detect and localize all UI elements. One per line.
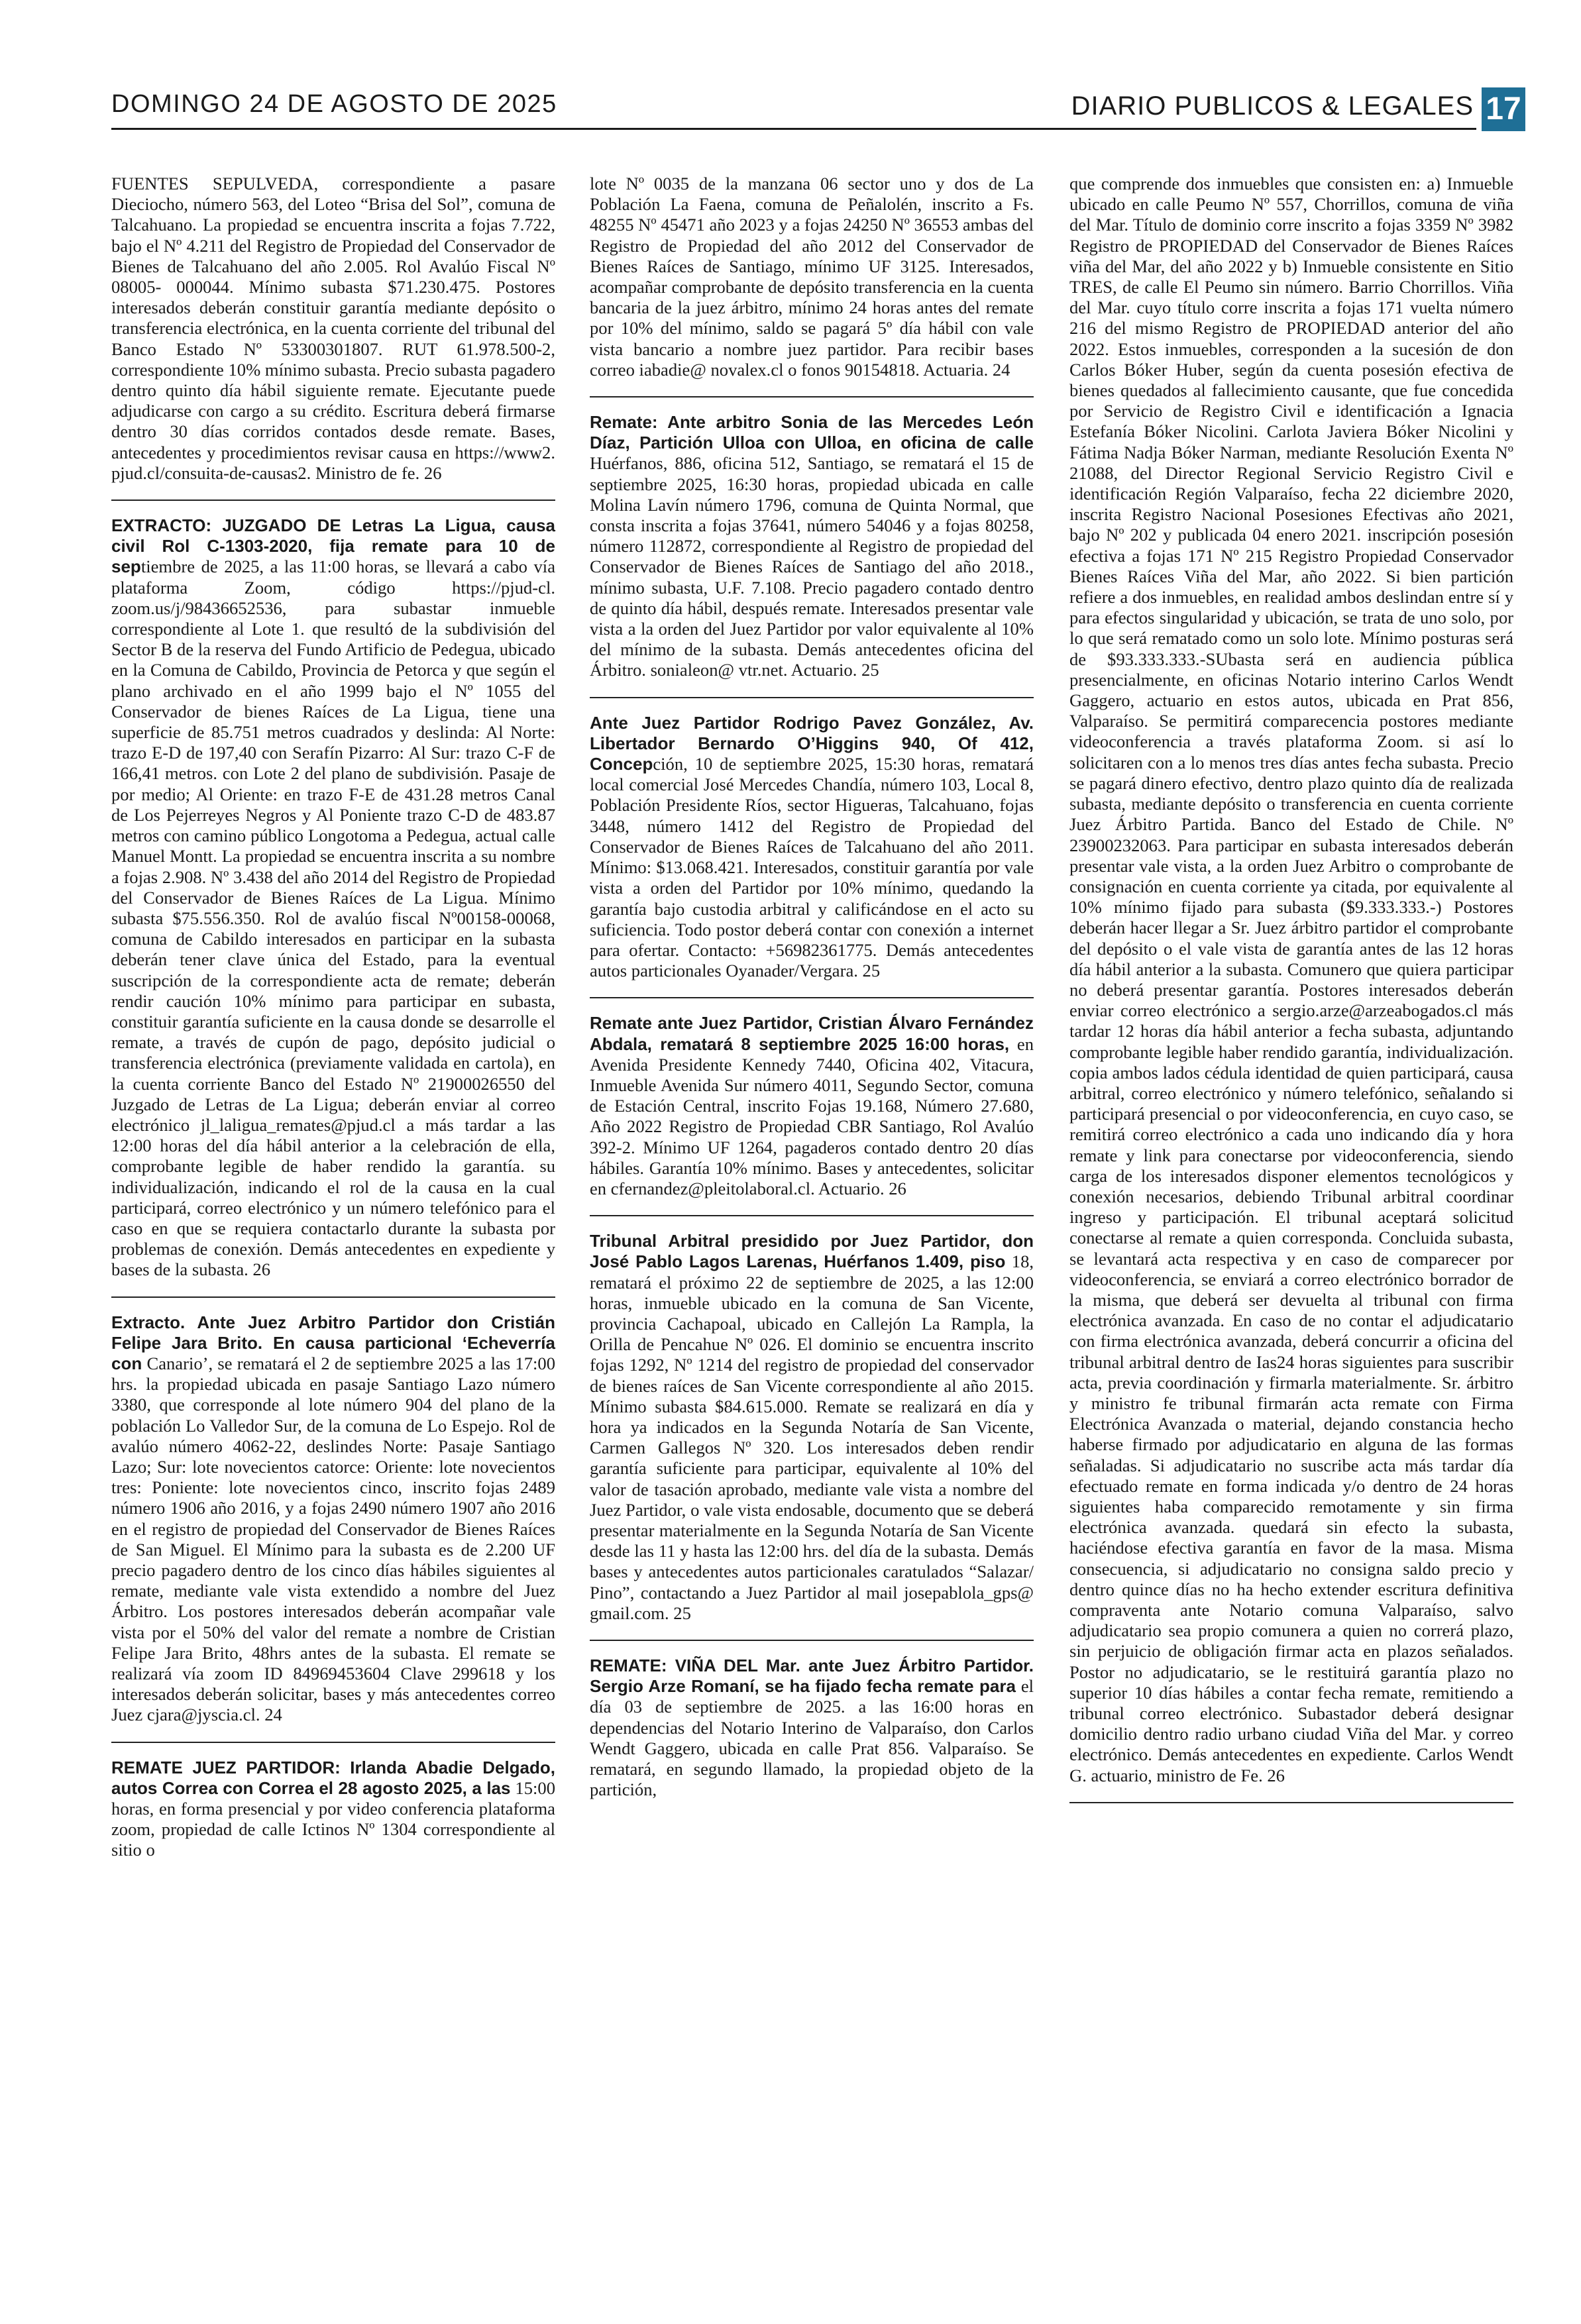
notice-text: lote Nº 0035 de la manzana 06 sector uno y dos de La Población La Faena, comuna de Peñalolén, inscrito a Fs. 48255 Nº 45471 año 2023 y a fojas 24250 Nº 36553 ambas del Registro de Propiedad del año 2012 del Conservador de Bienes Raíces de Santiago, mínimo UF 3125. Interesados, acompañar comprobante de depósito transferencia en la cuenta bancaria de la juez árbitro, mínimo 24 horas antes del remate por 10% del mínimo, saldo se pagará 5º día hábil con vale vista bancario a nombre juez partidor. Para recibir bases correo iabadie@ novalex.cl o fonos 90154818. Actuaria. 24 bbox=[590, 174, 1034, 380]
notice-2-4 bbox=[590, 1013, 1034, 1199]
notice-2-1 bbox=[590, 174, 1034, 380]
notice-lead: Ante Juez Partidor Rodrigo Pavez González, Av. Libertador Bernardo O’Higgins 940, Of 412, Concep bbox=[590, 712, 1034, 774]
notice-2-2 bbox=[590, 412, 1034, 681]
notice-text: ción, 10 de septiembre 2025, 15:30 horas, rematará local comercial José Mercedes Chandía, número 103, Local 8, Población Presidente Ríos, sector Higueras, Talcahuano, fojas 3448, número 1412 del Registro de Propiedad del Conservador de Bienes Raíces de Talcahuano del año 2011. Mínimo: $13.068.421. Interesados, constituir garantía por vale vista a orden del Partidor por 10% mínimo, quedando la garantía bajo custodia arbitral y calificándose en el acto su suficiencia. Todo postor deberá contar con conexión a internet para ofertar. Contacto: +56982361775. Demás antecedentes autos particionales Oyanader/Vergara. 25 bbox=[590, 754, 1034, 981]
notice-lead: REMATE: VIÑA DEL Mar. ante Juez Árbitro Partidor. Sergio Arze Romaní, se ha fijado fecha remate para bbox=[590, 1656, 1034, 1697]
notice-1-1 bbox=[111, 174, 555, 484]
column-1 bbox=[111, 174, 555, 1877]
notice-lead: REMATE JUEZ PARTIDOR: Irlanda Abadie Delgado, autos Correa con Correa el 28 agosto 2025, a las bbox=[111, 1757, 555, 1798]
notice-2-3 bbox=[590, 713, 1034, 982]
notice-1-3 bbox=[111, 1312, 555, 1726]
notice-2-5 bbox=[590, 1231, 1034, 1624]
notice-lead: Remate ante Juez Partidor, Cristian Álvaro Fernández Abdala, rematará 8 septiembre 2025 16:00 horas, bbox=[590, 1013, 1034, 1054]
notice-text: FUENTES SEPULVEDA, correspondiente a pasare Dieciocho, número 563, del Loteo “Brisa del Sol”, comuna de Talcahuano. La propiedad se encuentra inscrita a fojas 7.722, bajo el Nº 4.211 del Registro de Propiedad del Conservador de Bienes de Talcahuano del año 2.005. Rol Avalúo Fiscal Nº 08005- 000044. Mínimo subasta $71.230.475. Postores interesados deberán constituir garantía mediante depósito o transferencia electrónica, en la cuenta corriente del tribunal del Banco Estado Nº 53300301807. RUT 61.978.500-2, correspondiente 10% mínimo subasta. Precio subasta pagadero dentro quinto día hábil siguiente remate. Ejecutante puede adjudicarse con cargo a su crédito. Escritura deberá firmarse dentro 30 días corridos contados desde remate. Bases, antecedentes y procedimientos revisar causa en https://www2. pjud.cl/consuita-de-causas2. Ministro de fe. 26 bbox=[111, 174, 555, 483]
notice-text: 15:00 horas, en forma presencial y por video conferencia plataforma zoom, propiedad de calle Ictinos Nº 1304 correspondiente al sitio o bbox=[111, 1777, 555, 1860]
notice-1-2 bbox=[111, 515, 555, 1281]
notice-lead: EXTRACTO: JUZGADO DE Letras La Ligua, causa civil Rol C-1303-2020, fija remate para 10 de sep bbox=[111, 515, 555, 577]
notice-1-4 bbox=[111, 1758, 555, 1861]
notice-separator bbox=[590, 1215, 1034, 1216]
notice-text: en Avenida Presidente Kennedy 7440, Oficina 402, Vitacura, Inmueble Avenida Sur número 4011, Segundo Sector, comuna de Estación Central, inscrito Fojas 19.168, Número 27.680, Año 2022 Registro de Propiedad CBR Santiago, Rol Avalúo 392-2. Mínimo UF 1264, pagaderos contado dentro 20 días hábiles. Garantía 10% mínimo. Bases y antecedentes, solicitar en cfernandez@pleitolaboral.cl. Actuario. 26 bbox=[590, 1033, 1034, 1198]
notice-separator bbox=[590, 697, 1034, 698]
column-3 bbox=[1069, 174, 1513, 1818]
header-paper-name: DIARIO PUBLICOS & LEGALES bbox=[1071, 91, 1474, 121]
header-rule bbox=[111, 128, 1476, 130]
notice-text: tiembre de 2025, a las 11:00 horas, se llevará a cabo vía plataforma Zoom, código https://pjud-cl. zoom.us/j/98436652536, para subastar inmueble correspondiente al Lote 1. que resultó de la subdivisión del Sector B de la reserva del Fundo Artificio de Pedegua, ubicado en la Comuna de Cabildo, Provincia de Petorca y que según el plano archivado en el año 1999 bajo el Nº 1055 del Conservador de bienes Raíces de La Ligua, tiene una superficie de 85.751 metros cuadrados y deslinda: Al Norte: trazo E-D de 197,40 con Serafín Pizarro: Al Sur: trazo C-F de 166,41 metros. con Lote 2 del plano de subdivisión. Pasaje de por medio; Al Oriente: en trazo F-E de 431.28 metros Canal de Los Pejerreyes Negros y Al Poniente trazo C-D de 483.87 metros con camino público Longotoma a Pedegua, actual calle Manuel Montt. La propiedad se encuentra inscrita a su nombre a fojas 2.908. Nº 3.438 del año 2014 del Registro de Propiedad del Conservador de Bienes Raíces de La Ligua. Mínimo subasta $75.556.350. Rol de avalúo fiscal Nº00158-00068, comuna de Cabildo interesados en participar en la subasta deberán tener clave única del Estado, para la eventual suscripción de la correspondiente acta de remate; deberán rendir caución 10% mínimo para participar en subasta, constituir garantía suficiente en la causa donde se desarrolle el remate, a través de cupón de pago, depósito judicial o transferencia electrónica (previamente validada en cartola), en la cuenta corriente Banco del Estado Nº 21900026550 del Juzgado de Letras de La Ligua; deberán enviar al correo electrónico jl_laligua_remates@pjud.cl a más tardar a las 12:00 horas del día hábil anterior a la celebración de ella, comprobante legible de haber rendido la garantía. su individualización, indicando el rol de la causa en la cual participará, correo electrónico y un número telefónico para el caso en que se requiera contactarlo durante la subasta por problemas de conexión. Demás antecedentes en expediente y bases de la subasta. 26 bbox=[111, 556, 556, 1280]
notice-text: 18, rematará el próximo 22 de septiembre de 2025, a las 12:00 horas, inmueble ubicado en la comuna de San Vicente, provincia Cachapoal, ubicado en Callejón La Rampla, la Orilla de Pencahue Nº 026. El dominio se encuentra inscrito fojas 1292, Nº 1214 del registro de propiedad del conservador de bienes raíces de San Vicente correspondiente al año 2015. Mínimo subasta $84.615.000. Remate se realizará en día y hora ya indicados en la Segunda Notaría de San Vicente, Carmen Gallegos Nº 320. Los interesados deben rendir garantía suficiente para participar, equivalente al 10% del valor de tasación aprobado, mediante vale vista a nombre del Juez Partidor, o vale vista endosable, documento que se deberá presentar materialmente en la Segunda Notaría de San Vicente desde las 11 y hasta las 12:00 hrs. del día de la subasta. Demás bases y antecedentes autos particionales caratulados “Salazar/ Pino”, contactando a Juez Partidor al mail josepablola_gps@ gmail.com. 25 bbox=[590, 1251, 1034, 1623]
notice-text: Canario’, se rematará el 2 de septiembre 2025 a las 17:00 hrs. la propiedad ubicada en pasaje Santiago Lazo número 3380, que corresponde al lote número 904 del plano de la población Lo Valledor Sur, de la comuna de Lo Espejo. Rol de avalúo número 4062-22, deslindes Norte: Pasaje Santiago Lazo; Sur: lote novecientos catorce: Oriente: lote novecientos tres: Poniente: lote novecientos cinco, inscrito fojas 2489 número 1906 año 2016, y a fojas 2490 número 1907 año 2016 en el registro de propiedad del Conservador de Bienes Raíces de San Miguel. El Mínimo para la subasta es de 2.200 UF precio pagadero dentro de los cinco días hábiles siguientes al remate, mediante vale vista extendido a nombre del Juez Árbitro. Los postores interesados deberán acompañar vale vista por el 50% del valor del remate a nombre de Cristian Felipe Jara Brito, 48hrs antes de la subasta. El remate se realizará vía zoom ID 84969453604 Clave 299618 y los interesados deberán solicitar, bases y más antecedentes correo Juez cjara@jyscia.cl. 24 bbox=[111, 1353, 555, 1725]
notice-separator bbox=[111, 1742, 555, 1743]
notice-separator bbox=[1069, 1802, 1513, 1803]
notice-text: que comprende dos inmuebles que consisten en: a) Inmueble ubicado en calle Peumo Nº 557, Chorrillos, comuna de viña del Mar. Título de dominio corre inscrito a fojas 3359 Nº 3982 Registro de PROPIEDAD del Conservador de Bienes Raíces viña del Mar, del año 2022 y b) Inmueble consistente en Sitio TRES, de calle El Peumo sin número. Barrio Chorrillos. Viña del Mar. cuyo título corre inscrita a fojas 171 vuelta número 216 del mismo Registro de PROPIEDAD anterior del año 2022. Estos inmuebles, corresponden a la sucesión de don Carlos Bóker Huber, según da cuenta posesión efectiva de bienes quedados al fallecimiento causante, que fue concedida por Servicio de Registro Civil e identificación a Ignacia Estefanía Bóker Nicolini. Carlota Javiera Bóker Nicolini y Fátima Nadja Bóker Narman, mediante Resolución Exenta Nº 21088, del Director Regional Servicio Registro Civil e identificación Región Valparaíso, fecha 22 diciembre 2020, inscrita Registro Nacional Posesiones Efectivas año 2021, bajo Nº 202 y publicada 04 enero 2021. inscripción posesión efectiva a fojas 171 Nº 215 Registro Propiedad Conservador Bienes Raíces Viña del Mar, año 2022. Si bien partición refiere a dos inmuebles, en realidad ambos deslindan entre sí y para efectos singularidad y ubicación, se trata de uno solo, por lo que será rematado como un solo lote. Mínimo posturas será de $93.333.333.-SUbasta será en audiencia pública presencialmente, en oficinas Notario interino Carlos Wendt Gaggero, actuario en estos autos, ubicada en Prat 856, Valparaíso. Se permitirá comparecencia postores mediante videoconferencia a través plataforma Zoom. si así lo solicitaren con a lo menos tres días antes fecha subasta. Precio se pagará dinero efectivo, dentro plazo quinto día de realizada subasta, mediante depósito o transferencia en cuenta corriente Juez Árbitro Partida. Banco del Estado de Chile. Nº 23900232063. Para participar en subasta interesados deberán presentar vale vista, a la orden Juez Arbitro o comprobante de consignación en cuenta corriente ya citada, por equivalente al 10% mínimo fijado para subasta ($9.333.333.-) Postores deberán hacer llegar a Sr. Juez árbitro partidor el comprobante del depósito o el vale vista de garantía antes de las 12 horas día hábil anterior a la subasta. Comunero que quiera participar no deberá presentar garantía. Postores interesados deberán enviar correo electrónico a sergio.arze@arzeabogados.cl más tardar 12 horas día hábil anterior a fecha subasta, adjuntando comprobante legible haber rendido garantía, individualización. copia ambos lados cédula identidad de quien participará, causa arbitral, correo electrónico y número telefónico, señalando si participará presencial o por videoconferencia, en cuyo caso, se remitirá correo electrónico a cada uno indicando día y hora remate y link para conectarse por videoconferencia, siendo carga de los interesados disponer elementos tecnológicos y conexión necesarios, debiendo Tribunal arbitral coordinar ingreso y participación. El tribunal aceptará solicitud conectarse al remate a quien corresponda. Concluida subasta, se levantará acta respectiva y en caso de comparecer por videoconferencia, se enviará a correo electrónico borrador de la misma, que deberá ser devuelta al tribunal con firma electrónica avanzada. En caso de no contar el adjudicatario con firma electrónica avanzada, deberá concurrir a oficina del tribunal arbitral dentro de Ias24 horas siguientes para suscribir acta, previa coordinación y firmarla materialmente. Sr. árbitro y ministro fe tribunal firmarán acta remate con Firma Electrónica Avanzada o material, dejando constancia hecho haberse firmado por adjudicatario en alguna de las formas señaladas. Si adjudicatario no suscribe acta más tardar día efectuado remate en forma indicada y/o dentro de 24 horas siguientes haba comparecido remotamente y sin firma electrónica avanzada. quedará sin efecto la subasta, haciéndose efectiva garantía en favor de la masa. Misma consecuencia, si adjudicatario no consigna saldo precio y dentro quince días no ha hecho extender escritura definitiva compraventa ante Notario comuna Valparaíso, salvo adjudicatario sea propio comunera a quien no correrá plazo, sin perjuicio de obligación firmar acta en plazos señalados. Postor no adjudicatario, se le restituirá garantía plazo no superior 10 días hábiles a contar fecha remate, remitiendo a tribunal correo electrónico. Subastador deberá designar domicilio dentro radio urbano ciudad Viña del Mar. y correo electrónico. Demás antecedentes en expediente. Carlos Wendt G. actuario, ministro de Fe. 26 bbox=[1069, 174, 1513, 1785]
notice-separator bbox=[590, 1640, 1034, 1641]
notice-text: el día 03 de septiembre de 2025. a las 16:00 horas en dependencias del Notario Interino de Valparaíso, don Carlos Wendt Gaggero, ubicada en calle Prat 856. Valparaíso. Se rematará, en segundo llamado, la propiedad objeto de la partición, bbox=[590, 1676, 1034, 1800]
page-header bbox=[111, 87, 1525, 134]
header-date: DOMINGO 24 DE AGOSTO DE 2025 bbox=[111, 90, 557, 118]
notice-lead: Tribunal Arbitral presidido por Juez Partidor, don José Pablo Lagos Larenas, Huérfanos 1.409, piso bbox=[590, 1231, 1034, 1272]
notice-text: Huérfanos, 886, oficina 512, Santiago, se rematará el 15 de septiembre 2025, 16:30 horas, propiedad ubicada en calle Molina Lavín número 1796, comuna de Quinta Normal, que consta inscrita a fojas 37641, número 54046 y a fojas 80258, número 112872, correspondiente al Registro de propiedad del Conservador de Bienes Raíces de Santiago del año 2018., mínimo subasta, U.F. 7.108. Precio pagadero contado dentro de quinto día hábil, después remate. Interesados presentar vale vista a la orden del Juez Partidor por valor equivalente al 10% del mínimo de la subasta. Demás antecedentes oficina del Árbitro. sonialeon@ vtr.net. Actuario. 25 bbox=[590, 453, 1034, 680]
notice-lead: Remate: Ante arbitro Sonia de las Mercedes León Díaz, Partición Ulloa con Ulloa, en oficina de calle bbox=[590, 412, 1034, 453]
notice-separator bbox=[590, 396, 1034, 397]
notice-separator bbox=[590, 997, 1034, 998]
notice-separator bbox=[111, 500, 555, 501]
notice-separator bbox=[111, 1296, 555, 1298]
notice-2-6 bbox=[590, 1656, 1034, 1800]
page-number-badge: 17 bbox=[1482, 87, 1525, 131]
column-2 bbox=[590, 174, 1034, 1816]
notice-3-1 bbox=[1069, 174, 1513, 1786]
notice-lead: Extracto. Ante Juez Arbitro Partidor don Cristián Felipe Jara Brito. En causa particional ‘Echeverría con bbox=[111, 1312, 555, 1373]
